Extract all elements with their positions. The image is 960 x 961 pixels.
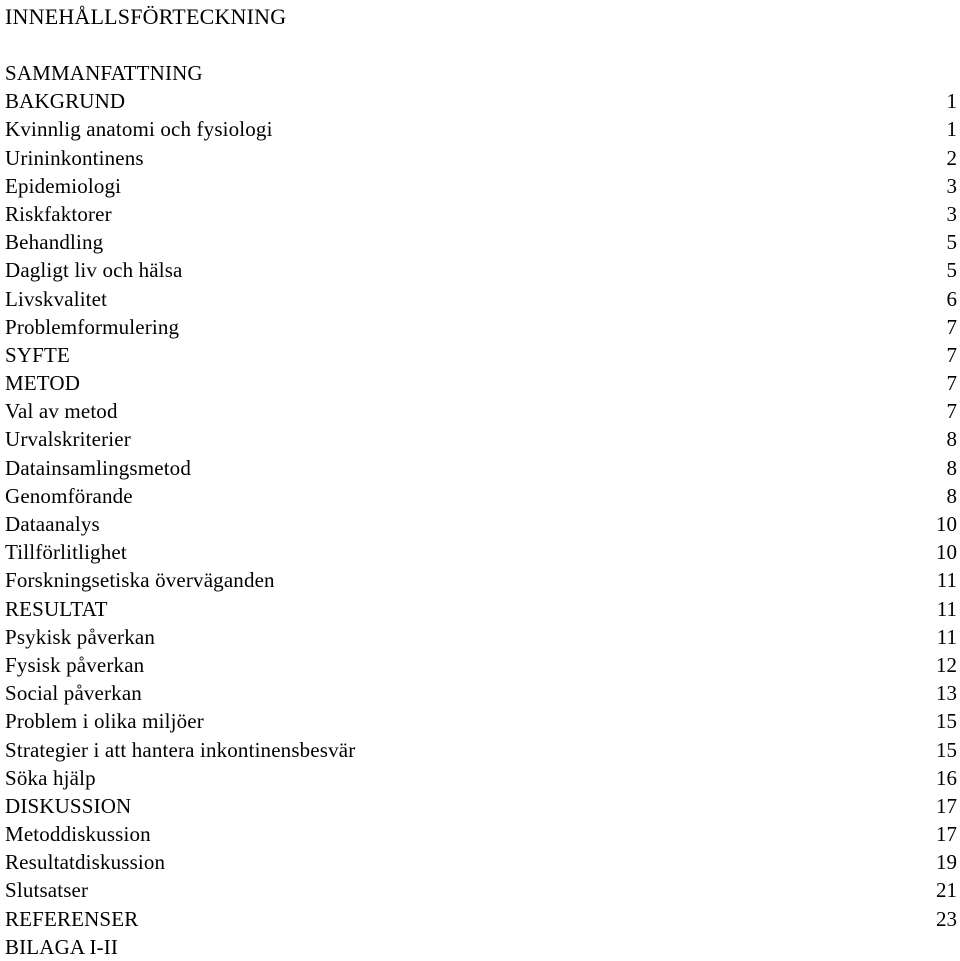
toc-entry-label: Forskningsetiska överväganden [5, 568, 275, 593]
toc-entry-page: 11 [936, 568, 957, 593]
toc-entry-label: Psykisk påverkan [5, 624, 155, 649]
toc-entry [5, 454, 957, 482]
toc-entry [5, 115, 957, 143]
toc-entry [5, 933, 957, 961]
toc-entry [5, 538, 957, 566]
toc-entry [5, 736, 957, 764]
toc-entry-page: 16 [936, 765, 957, 790]
toc-entry-page: 3 [946, 173, 957, 198]
toc-entry-page: 15 [936, 737, 957, 762]
toc-entry [5, 651, 957, 679]
toc-entry-page: 8 [946, 427, 957, 452]
toc-entry-label: SAMMANFATTNING [5, 61, 203, 85]
toc-entry [5, 764, 957, 792]
toc-entry-label: Genomförande [5, 483, 133, 508]
toc-entry [5, 87, 957, 115]
toc-entry-page: 23 [936, 906, 957, 931]
toc-entry-page: 7 [946, 314, 957, 339]
toc-entry [5, 792, 957, 820]
toc-entry [5, 876, 957, 904]
toc-entry-page: 11 [936, 596, 957, 621]
toc-entry-page: 7 [946, 399, 957, 424]
toc-entry-page: 8 [946, 455, 957, 480]
toc-entry-page: 15 [936, 709, 957, 734]
toc-entry-page: 5 [946, 258, 957, 283]
toc-entry [5, 679, 957, 707]
toc-entry [5, 313, 957, 341]
toc-entry [5, 595, 957, 623]
toc-entry-page: 2 [946, 145, 957, 170]
toc-entry-page: 7 [946, 371, 957, 396]
toc-entry-label: Problem i olika miljöer [5, 709, 204, 734]
toc-entry-label: SYFTE [5, 342, 70, 367]
toc-entry-label: Kvinnlig anatomi och fysiologi [5, 117, 273, 142]
toc-entry-label: RESULTAT [5, 596, 108, 621]
toc-entry [5, 369, 957, 397]
toc-entry-page: 11 [936, 624, 957, 649]
toc-entry-page: 19 [936, 850, 957, 875]
toc-entry-page: 1 [946, 117, 957, 142]
toc-entry-page: 21 [936, 878, 957, 903]
table-of-contents [5, 59, 957, 961]
toc-entry [5, 172, 957, 200]
toc-entry [5, 425, 957, 453]
toc-entry-label: Val av metod [5, 399, 118, 424]
toc-entry-page: 13 [936, 681, 957, 706]
toc-entry-page: 12 [936, 652, 957, 677]
toc-entry [5, 848, 957, 876]
toc-entry [5, 820, 957, 848]
toc-entry-label: Tillförlitlighet [5, 540, 127, 565]
toc-entry [5, 59, 957, 87]
toc-entry [5, 144, 957, 172]
toc-entry-label: Söka hjälp [5, 765, 96, 790]
toc-entry-label: Urininkontinens [5, 145, 144, 170]
toc-entry-label: Resultatdiskussion [5, 850, 166, 875]
toc-entry [5, 200, 957, 228]
toc-entry-page: 8 [946, 483, 957, 508]
toc-entry-page: 17 [936, 793, 957, 818]
toc-entry [5, 623, 957, 651]
toc-entry-label: Epidemiologi [5, 173, 122, 198]
toc-entry-page: 1 [946, 89, 957, 114]
toc-entry-label: BAKGRUND [5, 89, 126, 114]
toc-entry [5, 341, 957, 369]
toc-entry [5, 707, 957, 735]
toc-entry-label: REFERENSER [5, 906, 139, 931]
toc-entry-label: Fysisk påverkan [5, 652, 145, 677]
toc-entry [5, 566, 957, 594]
toc-entry-label: Metoddiskussion [5, 822, 151, 847]
toc-entry [5, 482, 957, 510]
toc-entry [5, 905, 957, 933]
toc-entry-page: 5 [946, 230, 957, 255]
toc-entry-label: Strategier i att hantera inkontinensbesvär [5, 737, 356, 762]
toc-entry-page: 17 [936, 822, 957, 847]
toc-entry-page: 10 [936, 540, 957, 565]
toc-entry-label: Problemformulering [5, 314, 180, 339]
toc-entry-label: Livskvalitet [5, 286, 108, 311]
toc-entry-label: Behandling [5, 230, 104, 255]
toc-entry-label: Riskfaktorer [5, 201, 112, 226]
toc-entry-label: BILAGA I-II [5, 934, 119, 959]
page-title: INNEHÅLLSFÖRTECKNING [5, 4, 287, 29]
toc-entry-label: Dagligt liv och hälsa [5, 258, 183, 283]
toc-entry-page: 10 [936, 512, 957, 536]
toc-entry-page: 6 [946, 286, 957, 311]
toc-entry-label: DISKUSSION [5, 793, 132, 818]
toc-entry-label: Datainsamlingsmetod [5, 455, 191, 480]
toc-entry-page: 3 [946, 201, 957, 226]
toc-entry [5, 228, 957, 256]
toc-entry-label: Dataanalys [5, 512, 100, 536]
toc-entry-label: Social påverkan [5, 681, 142, 706]
toc-entry-page: 7 [946, 342, 957, 367]
toc-entry [5, 397, 957, 425]
toc-entry [5, 510, 957, 538]
toc-entry-label: Slutsatser [5, 878, 89, 903]
toc-entry [5, 285, 957, 313]
toc-entry [5, 256, 957, 284]
toc-entry-label: METOD [5, 371, 81, 396]
toc-entry-label: Urvalskriterier [5, 427, 131, 452]
